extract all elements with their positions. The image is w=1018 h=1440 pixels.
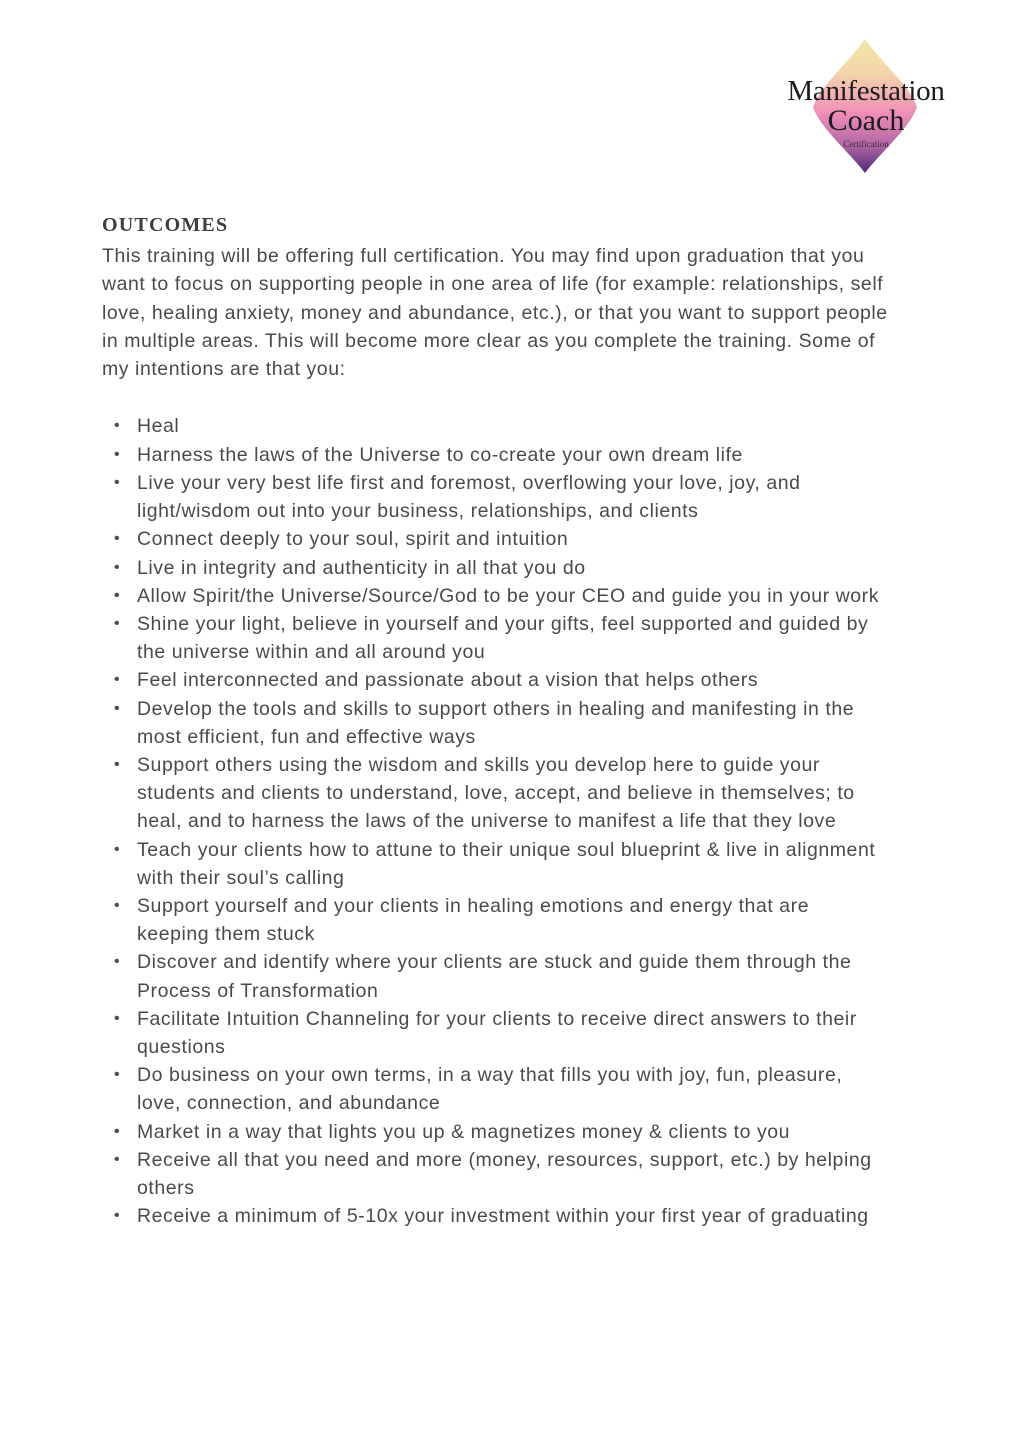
list-item-text: Harness the laws of the Universe to co-create your own dream life [137,443,743,466]
list-item [102,1146,882,1202]
intro-paragraph: This training will be offering full certification. You may find upon graduation that you want to focus on supporting people in one area of life (for example: relationships, self love, healing anxiety, money and abundance, etc.), or that you want to support people in multiple areas. This will become more clear as you complete the training. Some of my intentions are that you: [102,245,888,381]
logo [770,36,962,178]
list-item-text: Teach your clients how to attune to their unique soul blueprint & live in alignment with their soul’s calling [137,838,876,889]
bullet-icon: • [114,1009,121,1027]
bullet-icon: • [114,614,121,632]
bullet-icon: • [114,445,121,463]
bullet-icon: • [114,1066,121,1084]
outcomes-section [102,212,892,1230]
list-item [102,892,882,948]
list-item-text: Allow Spirit/the Universe/Source/God to be your CEO and guide you in your work [137,584,879,607]
list-item-text: Facilitate Intuition Channeling for your clients to receive direct answers to their questions [137,1007,857,1058]
list-item-text: Connect deeply to your soul, spirit and intuition [137,528,569,551]
bullet-icon: • [114,530,121,548]
bullet-icon: • [114,896,121,914]
logo-title: Manifestation [787,75,945,107]
bullet-icon: • [114,1207,121,1225]
list-item [102,441,882,469]
list-item [102,695,882,751]
logo-subtitle: Coach [827,104,905,137]
list-item-text: Feel interconnected and passionate about a vision that helps others [137,669,759,692]
list-item [102,1005,882,1061]
section-heading: OUTCOMES [102,214,229,236]
list-item-text: Heal [137,415,180,438]
list-item-text: Market in a way that lights you up & magnetizes money & clients to you [137,1120,791,1143]
list-item-text: Live your very best life first and foremost, overflowing your love, joy, and light/wisdom out into your business, relationships, and clients [137,471,801,523]
bullet-icon: • [114,586,121,604]
list-item [102,836,882,892]
list-item [102,1202,882,1230]
list-item [102,751,882,836]
list-item-text: Support yourself and your clients in healing emotions and energy that are keeping them stuck [137,894,810,946]
list-item [102,525,882,553]
list-item [102,666,882,694]
bullet-icon: • [114,755,121,773]
list-item [102,554,882,582]
list-item-text: Receive all that you need and more (money, resources, support, etc.) by helping others [137,1148,872,1199]
list-item-text: Support others using the wisdom and skills you develop here to guide your students and clients to understand, love, accept, and believe in themselves; to heal, and to harness the laws of the universe to manifest a life that they love [137,753,855,833]
bullet-icon: • [114,417,121,435]
bullet-icon: • [114,1122,121,1140]
list-item [102,1118,882,1146]
list-item [102,412,882,440]
bullet-icon: • [114,671,121,689]
list-item [102,582,882,610]
bullet-icon: • [114,840,121,858]
list-item [102,948,882,1004]
bullet-icon: • [114,558,121,576]
list-item-text: Discover and identify where your clients are stuck and guide them through the Process of Transformation [137,951,852,1002]
bullet-icon: • [114,699,121,717]
list-item-text: Receive a minimum of 5-10x your investment within your first year of graduating [137,1205,869,1228]
logo-tagline: Certification [843,139,889,149]
list-item [102,610,882,666]
bullet-icon: • [114,1150,121,1168]
bullet-icon: • [114,473,121,491]
list-item [102,469,882,525]
list-item-text: Do business on your own terms, in a way that fills you with joy, fun, pleasure, love, connection, and abundance [137,1064,843,1115]
list-item-text: Live in integrity and authenticity in all that you do [137,556,586,579]
list-item-text: Shine your light, believe in yourself and your gifts, feel supported and guided by the universe within and all around you [137,612,869,664]
outcomes-list [102,412,892,1230]
bullet-icon: • [114,953,121,971]
list-item [102,1061,882,1117]
list-item-text: Develop the tools and skills to support others in healing and manifesting in the most efficient, fun and effective ways [137,697,855,748]
